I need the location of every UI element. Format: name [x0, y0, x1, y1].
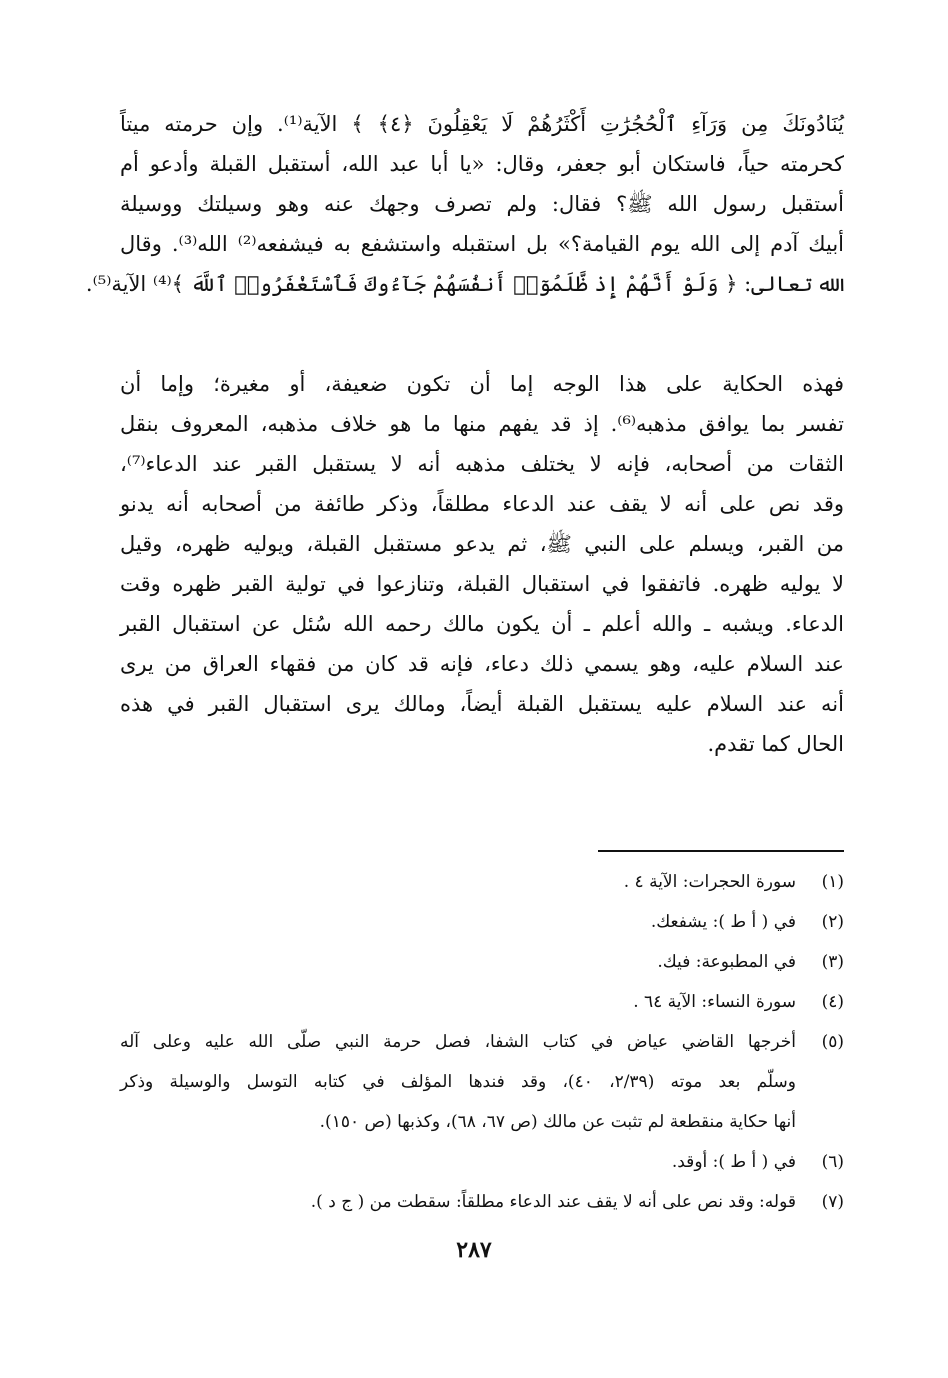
footnote-line: وسلّم بعد موته (٢/٣٩، ٤٠)، وقد فندها المؤلف في كتابه التوسل والوسيلة وذكر — [120, 1072, 796, 1092]
paragraph-1 — [85, 104, 844, 304]
footnote-number: (٦) — [821, 1152, 844, 1172]
footnote-text — [120, 982, 796, 1022]
paragraph-1-line: الله تعالى: ﴿ وَلَوْ أَنَّهُمْ إِذ ظَّلَمُوٓا۟ أَنفُسَهُمْ جَآءُوكَ فَٱسْتَغْفَرُوا۟ ٱللَّهَ ﴾⁽⁴⁾ الآية⁽⁵⁾. — [85, 272, 844, 296]
footnote-text — [120, 1142, 796, 1182]
paragraph-2-line: لا يوليه ظهره. فاتفقوا في استقبال القبلة، وتنازعوا في تولية القبر ظهره وقت — [120, 572, 844, 596]
paragraph-2-line: عند السلام عليه، وهو يسمي ذلك دعاء، فإنه قد كان من فقهاء العراق من يرى — [120, 652, 844, 676]
footnote-separator — [598, 850, 844, 852]
footnote-text — [120, 942, 796, 982]
paragraph-2 — [120, 364, 844, 764]
footnote-number: (٤) — [821, 992, 844, 1012]
paragraph-2-line: من القبر، ويسلم على النبي ﷺ، ثم يدعو مستقبل القبلة، ويوليه ظهره، وقيل — [120, 532, 844, 556]
paragraph-2-line: وقد نص على أنه لا يقف عند الدعاء مطلقاً، وذكر طائفة من أصحابه أنه يدنو — [120, 492, 844, 516]
footnote-4 — [120, 982, 844, 1022]
footnote-number: (٥) — [821, 1032, 844, 1052]
footnote-number: (١) — [821, 872, 844, 892]
footnote-line: في ( أ ط ): أوقد. — [671, 1152, 796, 1172]
footnote-2 — [120, 902, 844, 942]
footnote-6 — [120, 1142, 844, 1182]
footnote-text — [120, 902, 796, 942]
footnote-line: في المطبوعة: فيك. — [657, 952, 796, 972]
footnote-line: في ( أ ط ): يشفعك. — [650, 912, 796, 932]
paragraph-2-line: فهذه الحكاية على هذا الوجه إما أن تكون ضعيفة، أو مغيرة؛ وإما أن — [120, 372, 844, 396]
paragraph-2-line: الدعاء. ويشبه ـ والله أعلم ـ أن يكون مالك رحمه الله سُئل عن استقبال القبر — [120, 612, 844, 636]
paragraph-2-line: تفسر بما يوافق مذهبه⁽⁶⁾. إذ قد يفهم منها ما هو خلاف مذهبه، المعروف بنقل — [120, 412, 844, 436]
footnote-5 — [120, 1022, 844, 1142]
footnote-line: سورة الحجرات: الآية ٤ . — [623, 872, 796, 892]
footnote-1 — [120, 862, 844, 902]
paragraph-1-line: أبيك آدم إلى الله يوم القيامة؟» بل استقبله واستشفع به فيشفعه⁽²⁾ الله⁽³⁾. وقال — [120, 232, 844, 256]
footnote-7 — [120, 1182, 844, 1222]
footnote-line: سورة النساء: الآية ٦٤ . — [633, 992, 796, 1012]
paragraph-2-line: أنه عند السلام عليه يستقبل القبلة أيضاً، ومالك يرى استقبال القبر في هذه — [120, 692, 844, 716]
footnote-line: قوله: وقد نص على أنه لا يقف عند الدعاء مطلقاً: سقطت من ( ج د ). — [310, 1192, 796, 1212]
footnote-number: (٣) — [821, 952, 844, 972]
footnote-text — [120, 1182, 796, 1222]
footnote-line: أنها حكاية منقطعة لم تثبت عن مالك (ص ٦٧، ٦٨)، وكذبها (ص ١٥٠). — [319, 1112, 796, 1132]
page-number: ٢٨٧ — [456, 1237, 492, 1263]
footnotes — [120, 862, 844, 1222]
footnote-text — [120, 1022, 796, 1142]
footnote-number: (٢) — [821, 912, 844, 932]
paragraph-1-line: كحرمته حياً، فاستكان أبو جعفر، وقال: «يا أبا عبد الله، أستقبل القبلة وأدعو أم — [120, 152, 844, 176]
footnote-number: (٧) — [821, 1192, 844, 1212]
paragraph-2-line: الثقات من أصحابه، فإنه لا يختلف مذهبه أنه لا يستقبل القبر عند الدعاء⁽⁷⁾، — [120, 452, 844, 476]
paragraph-1-line: أستقبل رسول الله ﷺ؟ فقال: ولم تصرف وجهك عنه وهو وسيلتك ووسيلة — [120, 192, 844, 216]
paragraph-2-line: الحال كما تقدم. — [707, 732, 844, 756]
paragraph-1-line: يُنَادُونَكَ مِن وَرَآءِ ٱلْحُجُرَٰتِ أَكْثَرُهُمْ لَا يَعْقِلُونَ ﴿٤﴾ ﴾ الآية⁽¹⁾. وإن حرمته ميتاً — [120, 112, 844, 136]
footnote-3 — [120, 942, 844, 982]
footnote-line: أخرجها القاضي عياض في كتاب الشفا، فصل حرمة النبي صلّى الله عليه وعلى آله — [120, 1032, 796, 1052]
footnote-text — [120, 862, 796, 902]
